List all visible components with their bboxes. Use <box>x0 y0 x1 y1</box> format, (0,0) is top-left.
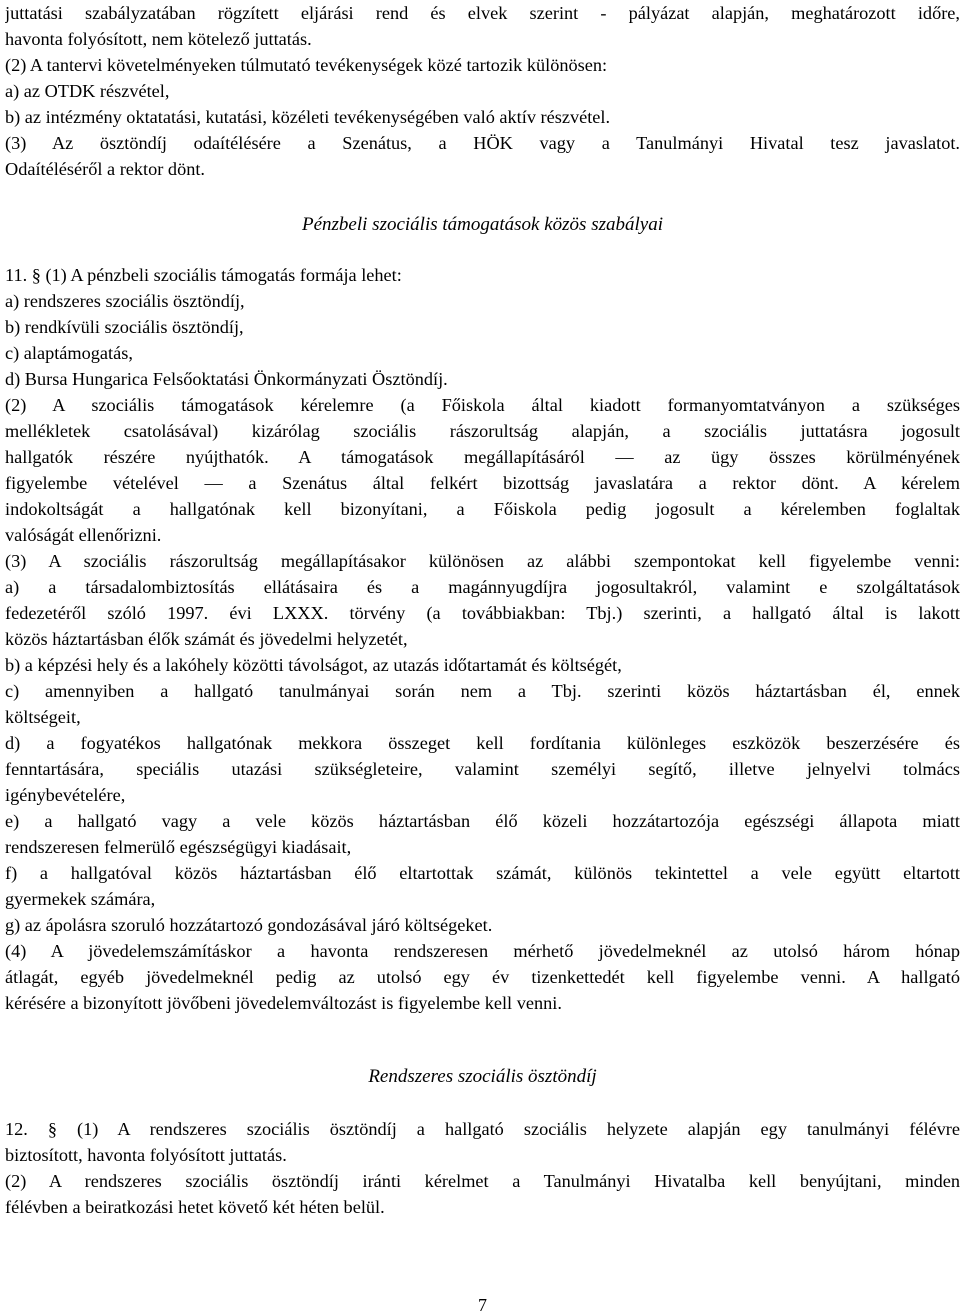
text-line: költségeit, <box>5 707 81 727</box>
text-line: kérésére a bizonyított jövőbeni jövedelemváltozást is figyelembe kell venni. <box>5 993 562 1013</box>
text-line: rendszeresen felmerülő egészségügyi kiadásait, <box>5 837 352 857</box>
text-line: Odaítéléséről a rektor dönt. <box>5 159 206 179</box>
text-line: a) az OTDK részvétel, <box>5 81 170 101</box>
text-line: (3) Az ösztöndíj odaítélésére a Szenátus, a HÖK vagy a Tanulmányi Hivatal tesz javaslatot. <box>5 133 960 153</box>
text-line: (4) A jövedelemszámításkor a havonta rendszeresen mérhető jövedelmeknél az utolsó három hónap <box>5 941 960 961</box>
text-line: e) a hallgató vagy a vele közös háztartásban élő közeli hozzátartozója egészségi állapota miatt <box>5 811 960 831</box>
text-line: 12. § (1) A rendszeres szociális ösztöndíj a hallgató szociális helyzete alapján egy tanulmányi félévre <box>5 1119 960 1139</box>
text-line: b) az intézmény oktatatási, kutatási, közéleti tevékenységében való aktív részvétel. <box>5 107 611 127</box>
text-line: félévben a beiratkozási hetet követő két héten belül. <box>5 1197 385 1217</box>
text-line: (2) A tantervi követelményeken túlmutató tevékenységek közé tartozik különösen: <box>5 55 608 75</box>
text-line: g) az ápolásra szoruló hozzátartozó gondozásával járó költségeket. <box>5 915 493 935</box>
text-line: fenntartására, speciális utazási szükségleteire, valamint személyi segítő, illetve jelnyelvi tolmács <box>5 759 960 779</box>
paragraph-block-section-12 <box>5 1116 960 1220</box>
text-line: b) rendkívüli szociális ösztöndíj, <box>5 317 244 337</box>
text-line: (3) A szociális rászorultság megállapításakor különösen az alábbi szempontokat kell figyelembe venni: <box>5 551 960 571</box>
section-heading-common-rules: Pénzbeli szociális támogatások közös szabályai <box>302 214 663 235</box>
text-line: valóságát ellenőrizni. <box>5 525 162 545</box>
text-line: indokoltságát a hallgatónak kell bizonyítani, a Főiskola pedig jogosult a kérelemben foglaltak <box>5 499 960 519</box>
text-line: b) a képzési hely és a lakóhely közötti távolságot, az utazás időtartamát és költségét, <box>5 655 622 675</box>
text-line: (2) A rendszeres szociális ösztöndíj iránti kérelmet a Tanulmányi Hivatalba kell benyújtani, minden <box>5 1171 960 1191</box>
text-line: havonta folyósított, nem kötelező juttatás. <box>5 29 312 49</box>
text-line: c) alaptámogatás, <box>5 343 133 363</box>
text-line: mellékletek csatolásával) kizárólag szociális rászorultság alapján, a szociális juttatásra jogosult <box>5 421 960 441</box>
text-line: juttatási szabályzatában rögzített eljárási rend és elvek szerint - pályázat alapján, meghatározott időre, <box>5 3 960 23</box>
text-line: figyelembe vételével — a Szenátus által felkért bizottság javaslatára a rektor dönt. A kérelem <box>5 473 960 493</box>
text-line: 11. § (1) A pénzbeli szociális támogatás formája lehet: <box>5 265 402 285</box>
text-line: közös háztartásban élők számát és jövedelmi helyzetét, <box>5 629 408 649</box>
section-heading-regular-scholarship: Rendszeres szociális ösztöndíj <box>368 1066 597 1087</box>
text-line: hallgatók részére nyújthatók. A támogatások megállapításáról — az ügy összes körülményének <box>5 447 960 467</box>
paragraph-block-section-11 <box>5 262 960 1016</box>
text-line: átlagát, egyéb jövedelmeknél pedig az utolsó egy év tizenkettedét kell figyelembe venni. A hallgató <box>5 967 960 987</box>
text-line: c) amennyiben a hallgató tanulmányai során nem a Tbj. szerinti közös háztartásban él, ennek <box>5 681 960 701</box>
text-line: fedezetéről szóló 1997. évi LXXX. törvény (a továbbiakban: Tbj.) szerinti, a hallgató által is lakott <box>5 603 960 623</box>
text-line: a) rendszeres szociális ösztöndíj, <box>5 291 245 311</box>
page-number: 7 <box>478 1295 487 1315</box>
text-line: f) a hallgatóval közös háztartásban élő eltartottak számát, különös tekintettel a vele együtt eltartott <box>5 863 960 883</box>
document-page <box>5 0 960 1316</box>
text-line: d) Bursa Hungarica Felsőoktatási Önkormányzati Ösztöndíj. <box>5 369 448 389</box>
text-line: (2) A szociális támogatások kérelemre (a Főiskola által kiadott formanyomtatványon a szükséges <box>5 395 960 415</box>
text-line: a) a társadalombiztosítás ellátásaira és a magánnyugdíjra jogosultakról, valamint e szolgáltatások <box>5 577 960 597</box>
text-line: biztosított, havonta folyósított juttatás. <box>5 1145 287 1165</box>
text-line: igénybevételére, <box>5 785 126 805</box>
paragraph-block-intro <box>5 0 960 182</box>
text-line: d) a fogyatékos hallgatónak mekkora összeget kell fordítania különleges eszközök beszerzésére és <box>5 733 960 753</box>
text-line: gyermekek számára, <box>5 889 156 909</box>
